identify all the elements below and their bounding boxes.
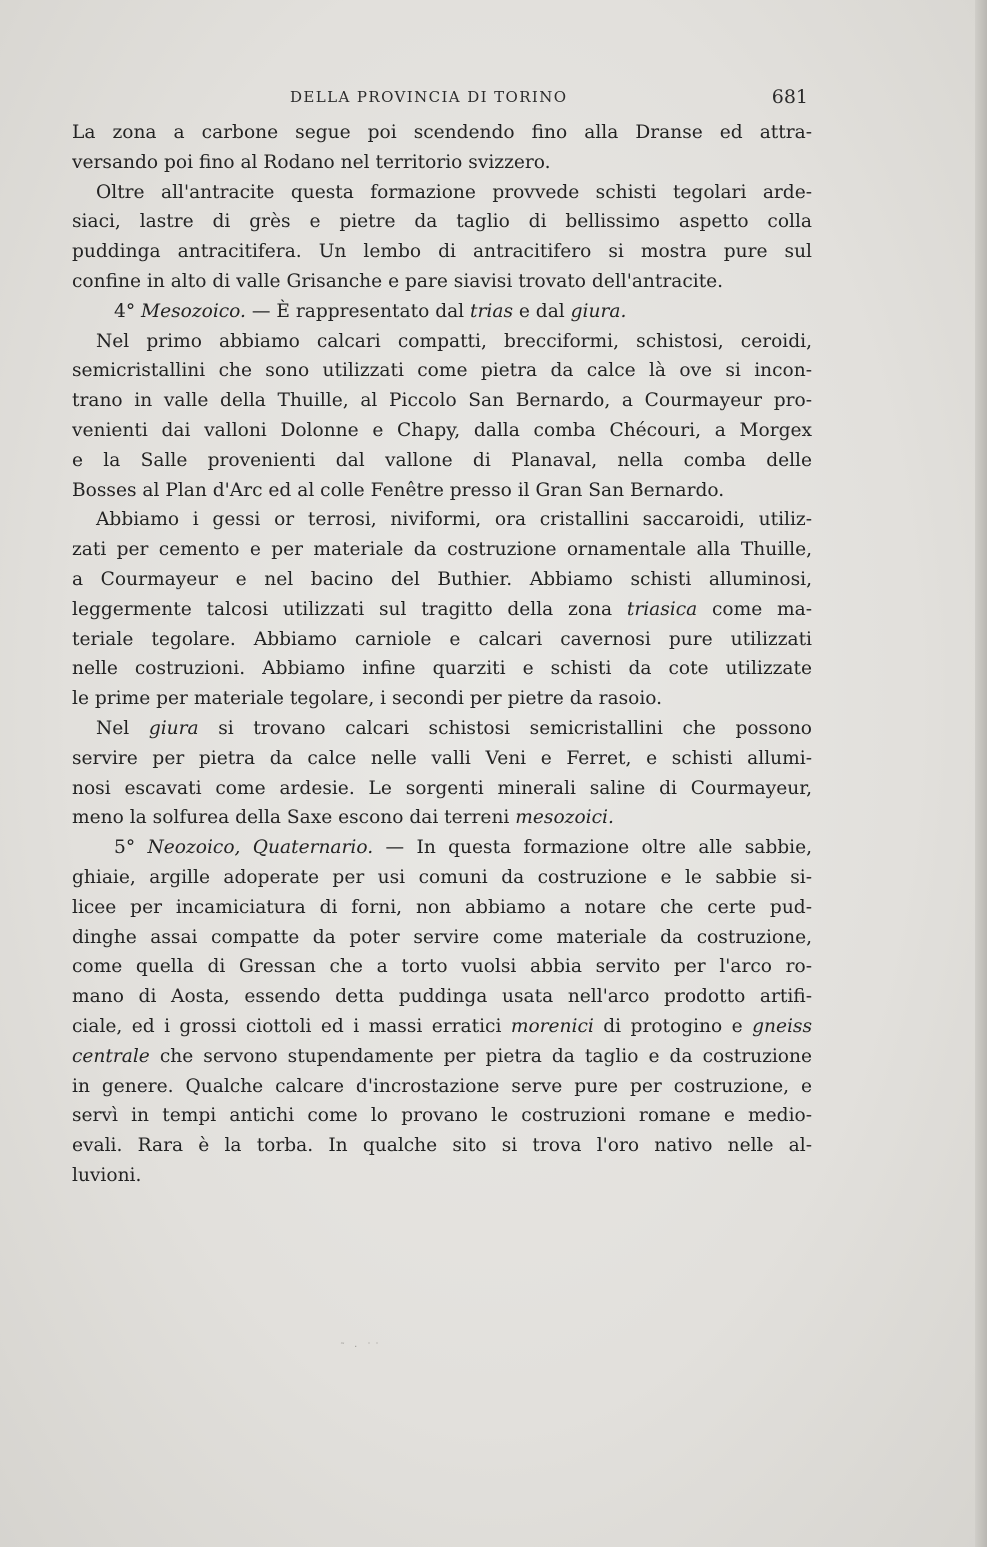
- italic-term: mesozoici.: [515, 807, 614, 829]
- text-line: trano in valle della Thuille, al Piccolo San Bernardo, a Courmayeur pro-: [72, 390, 812, 412]
- italic-term: triasica: [626, 598, 698, 620]
- italic-term: gneiss: [752, 1015, 812, 1037]
- text-line: Nel giura si trovano calcari schistosi semicristallini che possono: [96, 717, 812, 739]
- text-line: meno la solfurea della Saxe escono dai terreni mesozoici.: [72, 807, 614, 829]
- italic-term: morenici: [510, 1015, 594, 1037]
- text-line: 4° Mesozoico. — È rappresentato dal trias e dal giura.: [114, 300, 627, 322]
- text-line: semicristallini che sono utilizzati come pietra da calce là ove si incon-: [72, 360, 812, 382]
- text-line: puddinga antracitifera. Un lembo di antracitifero si mostra pure sul: [72, 241, 812, 263]
- text-line: nosi escavati come ardesie. Le sorgenti minerali saline di Courmayeur,: [72, 777, 812, 799]
- text-line: Abbiamo i gessi or terrosi, niviformi, ora cristallini saccaroidi, utiliz-: [96, 509, 812, 531]
- text-line: La zona a carbone segue poi scendendo fino alla Dranse ed attra-: [72, 122, 812, 143]
- italic-term: centrale: [72, 1045, 150, 1067]
- page-edge-shadow: [975, 0, 987, 1547]
- italic-term: Mesozoico.: [141, 300, 246, 322]
- page-header: [72, 86, 812, 112]
- paper-smudge: ˜ · ˙˙: [340, 1342, 383, 1353]
- text-line: Oltre all'antracite questa formazione provvede schisti tegolari arde-: [96, 181, 812, 203]
- text-line: ciale, ed i grossi ciottoli ed i massi erratici morenici di protogino e gneiss: [72, 1015, 812, 1037]
- text-line: confine in alto di valle Grisanche e pare siavisi trovato dell'antracite.: [72, 270, 724, 292]
- italic-term: giura: [148, 717, 199, 739]
- running-head: DELLA PROVINCIA DI TORINO: [290, 88, 568, 106]
- text-line: e la Salle provenienti dal vallone di Planaval, nella comba delle: [72, 449, 812, 471]
- italic-term: trias: [470, 300, 513, 322]
- text-line: centrale che servono stupendamente per pietra da taglio e da costruzione: [72, 1045, 812, 1067]
- text-line: leggermente talcosi utilizzati sul tragitto della zona triasica come ma-: [72, 598, 812, 620]
- italic-term: Neozoico, Quaternario.: [147, 837, 374, 859]
- body-text: [72, 118, 812, 1191]
- text-line: ghiaie, argille adoperate per usi comuni da costruzione e le sabbie si-: [72, 866, 812, 888]
- text-line: Nel primo abbiamo calcari compatti, brecciformi, schistosi, ceroidi,: [96, 330, 812, 352]
- text-line: zati per cemento e per materiale da costruzione ornamentale alla Thuille,: [72, 539, 812, 561]
- text-line: mano di Aosta, essendo detta puddinga usata nell'arco prodotto artifi-: [72, 986, 812, 1008]
- italic-term: giura.: [570, 300, 627, 322]
- text-line: versando poi fino al Rodano nel territorio svizzero.: [72, 151, 551, 173]
- text-line: in genere. Qualche calcare d'incrostazione serve pure per costruzione, e: [72, 1075, 812, 1097]
- text-line: teriale tegolare. Abbiamo carniole e calcari cavernosi pure utilizzati: [72, 628, 812, 650]
- text-line: licee per incamiciatura di forni, non abbiamo a notare che certe pud-: [72, 896, 812, 918]
- text-line: come quella di Gressan che a torto vuolsi abbia servito per l'arco ro-: [72, 956, 812, 978]
- text-line: nelle costruzioni. Abbiamo infine quarziti e schisti da cote utilizzate: [72, 658, 812, 680]
- page-number: 681: [771, 86, 808, 108]
- text-line: evali. Rara è la torba. In qualche sito si trova l'oro nativo nelle al-: [72, 1135, 812, 1157]
- text-line: dinghe assai compatte da poter servire come materiale da costruzione,: [72, 926, 812, 948]
- text-line: Bosses al Plan d'Arc ed al colle Fenêtre presso il Gran San Bernardo.: [72, 479, 725, 501]
- text-line: venienti dai valloni Dolonne e Chapy, dalla comba Chécouri, a Morgex: [72, 419, 812, 441]
- text-line: a Courmayeur e nel bacino del Buthier. Abbiamo schisti alluminosi,: [72, 568, 812, 590]
- text-line: servì in tempi antichi come lo provano le costruzioni romane e medio-: [72, 1105, 812, 1127]
- text-line: siaci, lastre di grès e pietre da taglio di bellissimo aspetto colla: [72, 211, 812, 233]
- text-line: servire per pietra da calce nelle valli Veni e Ferret, e schisti allumi-: [72, 747, 812, 769]
- text-line: luvioni.: [72, 1164, 142, 1186]
- text-line: le prime per materiale tegolare, i secondi per pietre da rasoio.: [72, 688, 663, 710]
- text-line: 5° Neozoico, Quaternario. — In questa formazione oltre alle sabbie,: [114, 837, 812, 859]
